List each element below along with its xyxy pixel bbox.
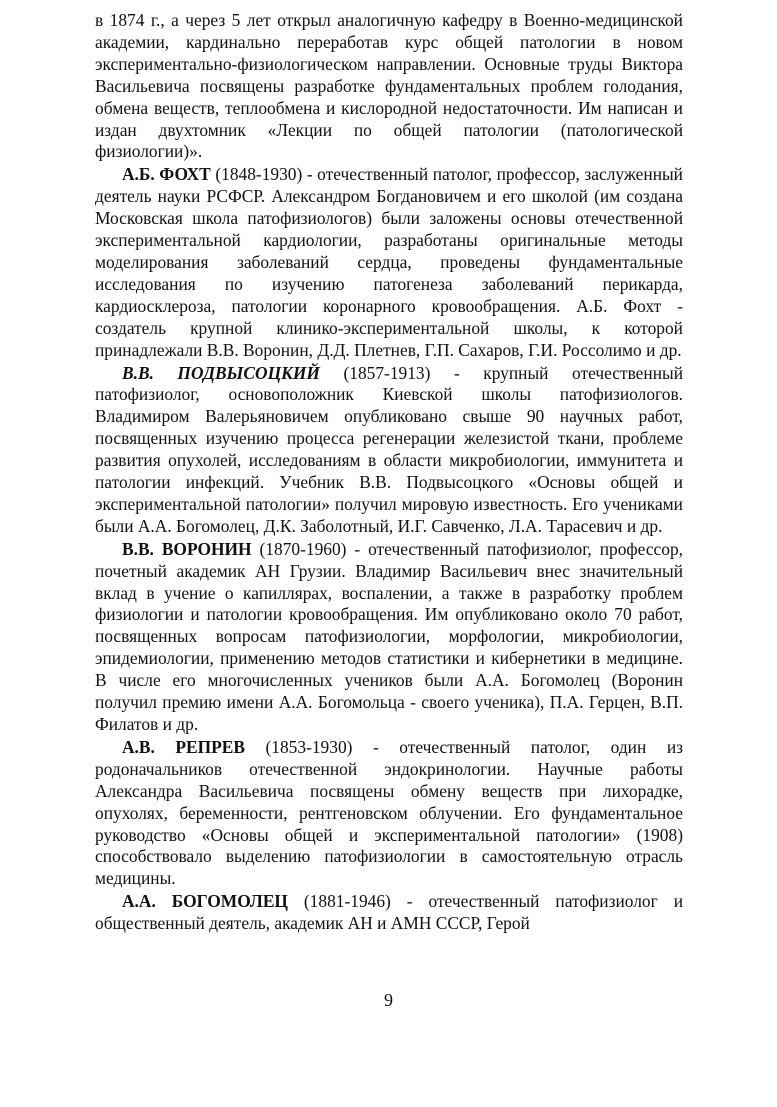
scientist-name: А.В. РЕПРЕВ: [122, 736, 245, 757]
scientist-name: А.А. БОГОМОЛЕЦ: [122, 891, 288, 912]
paragraph-text: (1857-1913) - крупный отечественный патофизиолог, основоположник Киевской школы патофизиологов. Владимиром Валерьяновичем опубликовано свыше 90 научных работ, посвященных изучению процесса регенерации железистой ткани, проблеме развития опухолей, исследованиям в области микробиологии, иммунитета и патологии инфекций. Учебник В.В. Подвысоцкого «Основы общей и экспериментальной патологии» получил мировую известность. Его учениками были А.А. Богомолец, Д.К. Заболотный, И.Г. Савченко, Л.А. Тарасевич и др.: [95, 362, 683, 536]
paragraph-bogomolets: [95, 891, 683, 935]
scientist-name: В.В. ВОРОНИН: [122, 538, 252, 559]
paragraph-text: (1853-1930) - отечественный патолог, один из родоначальников отечественной эндокринологии. Научные работы Александра Васильевича посвящены обмену веществ при лихорадке, опухолях, беременности, рентгеновском облучении. Его фундаментальное руководство «Основы общей и экспериментальной патологии» (1908) способствовало выделению патофизиологии в самостоятельную отрасль медицины.: [95, 736, 684, 889]
paragraph-reprev: [95, 737, 683, 890]
paragraph-text: в 1874 г., а через 5 лет открыл аналогичную кафедру в Военно-медицинской академии, кардинально переработав курс общей патологии в новом экспериментально-физиологическом направлении. Основные труды Виктора Васильевича посвящены разработке фундаментальных проблем голодания, обмена веществ, теплообмена и кислородной недостаточности. Им написан и издан двухтомник «Лекции по общей патологии (патологической физиологии)».: [95, 10, 683, 162]
paragraph-text: (1870-1960) - отечественный патофизиолог, профессор, почетный академик АН Грузии. Владимир Васильевич внес значительный вклад в учение о капиллярах, воспалении, а также в разработку проблем физиологии и патологии кровообращения. Им опубликовано около 70 работ, посвященных вопросам патофизиологии, морфологии, микробиологии, эпидемиологии, применению методов статистики и кибернетики в медицине. В числе его многочисленных учеников были А.А. Богомолец (Воронин получил премию имени А.А. Богомольца - своего ученика), П.А. Герцен, В.П. Филатов и др.: [95, 538, 683, 734]
page-number: 9: [384, 990, 393, 1010]
page-body: [95, 10, 683, 935]
scientist-name: В.В. ПОДВЫСОЦКИЙ: [122, 362, 320, 383]
paragraph-podvysotsky: [95, 363, 683, 538]
paragraph-voronin: [95, 539, 683, 736]
paragraph-fokht: [95, 164, 683, 361]
paragraph-text: (1848-1930) - отечественный патолог, профессор, заслуженный деятель науки РСФСР. Александром Богдановичем и его школой (им создана Московская школа патофизиологов) были заложены основы отечественной экспериментальной кардиологии, разработаны оригинальные методы моделирования заболеваний сердца, проведены фундаментальные исследования по изучению патогенеза заболеваний перикарда, кардиосклероза, патологии коронарного кровообращения. А.Б. Фохт - создатель крупной клинико-экспериментальной школы, к которой принадлежали В.В. Воронин, Д.Д. Плетнев, Г.П. Сахаров, Г.И. Россолимо и др.: [95, 164, 683, 360]
scientist-name: А.Б. ФОХТ: [122, 164, 211, 185]
paragraph-intro: [95, 10, 683, 163]
paragraph-text: (1881-1946) - отечественный патофизиолог и общественный деятель, академик АН и АМН СССР, Герой: [95, 891, 683, 934]
